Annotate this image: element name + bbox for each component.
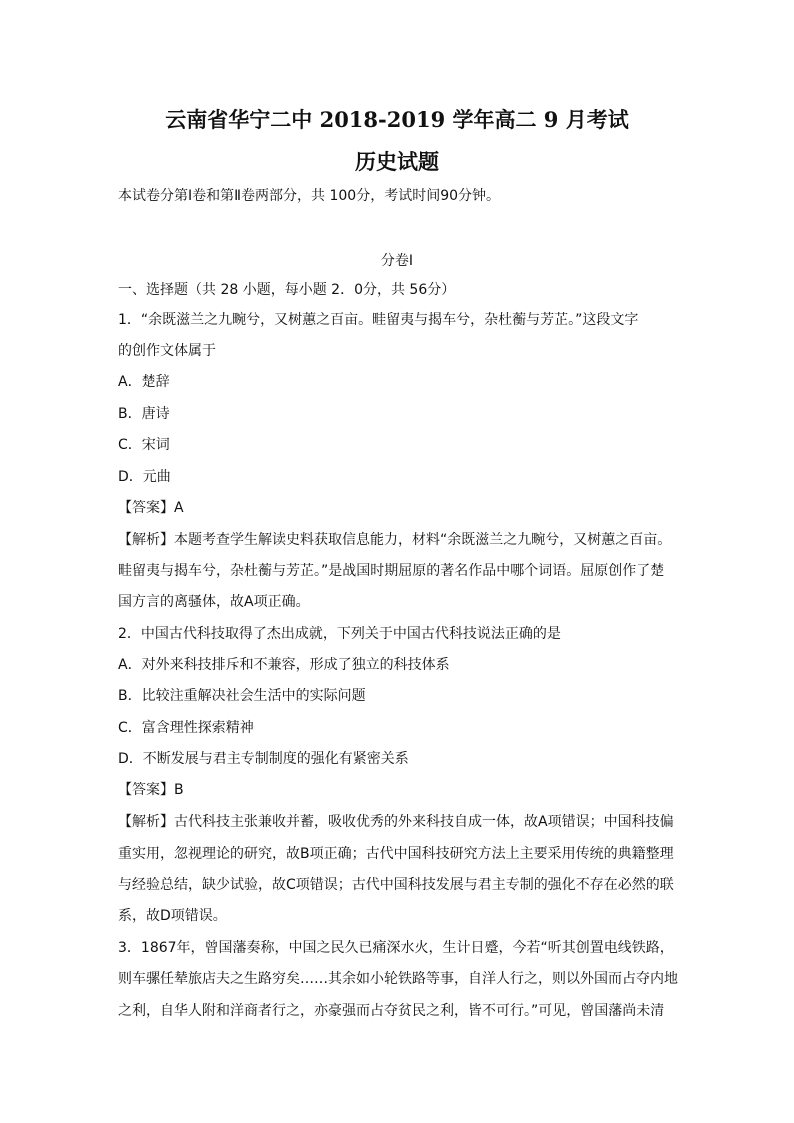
exam-subject: 历史试题 <box>355 149 439 174</box>
q2-analysis-line-4: 系，故D项错误。 <box>118 908 227 924</box>
q1-stem-line-1: 1．“余既滋兰之九畹兮，又树蕙之百亩。畦留夷与揭车兮，杂杜蘅与芳芷。”这段文字 <box>118 312 639 328</box>
exam-intro: 本试卷分第Ⅰ卷和第Ⅱ卷两部分，共 100分，考试时间90分钟。 <box>118 188 501 204</box>
q1-option-a: A．楚辞 <box>118 374 170 390</box>
q1-answer: 【答案】A <box>118 500 184 516</box>
q1-stem-line-2: 的创作文体属于 <box>118 343 216 359</box>
part-heading: 一、选择题（共 28 小题，每小题 2．0分，共 56分） <box>118 282 456 298</box>
q2-option-d: D．不断发展与君主专制制度的强化有紧密关系 <box>118 751 409 767</box>
q2-analysis-line-1: 【解析】古代科技主张兼收并蓄，吸收优秀的外来科技自成一体，故A项错误；中国科技偏 <box>118 814 674 830</box>
q1-analysis-line-3: 国方言的离骚体，故A项正确。 <box>118 594 310 610</box>
q2-analysis-line-3: 与经验总结，缺少试验，故C项错误；古代中国科技发展与君主专制的强化不存在必然的联 <box>118 877 674 893</box>
q1-analysis-line-1: 【解析】本题考查学生解读史料获取信息能力，材料“余既滋兰之九畹兮，又树蕙之百亩。 <box>118 532 672 548</box>
q3-stem-line-1: 3．1867年，曾国藩奏称，中国之民久已痛深水火，生计日蹙，今若“听其创置电线铁路， <box>118 940 674 956</box>
q2-analysis-line-2: 重实用，忽视理论的研究，故B项正确；古代中国科技研究方法上主要采用传统的典籍整理 <box>118 846 674 862</box>
q1-analysis-line-2: 畦留夷与揭车兮，杂杜蘅与芳芷。”是战国时期屈原的著名作品中哪个词语。屈原创作了楚 <box>118 563 665 579</box>
q3-stem-line-2: 则车骡任辇旅店夫之生路穷矣……其余如小轮铁路等事，自洋人行之，则以外国而占夺内地 <box>118 971 678 987</box>
q1-option-c: C．宋词 <box>118 437 170 453</box>
q2-option-b: B．比较注重解决社会生活中的实际问题 <box>118 688 366 704</box>
q1-option-d: D．元曲 <box>118 469 171 485</box>
q2-stem: 2．中国古代科技取得了杰出成就，下列关于中国古代科技说法正确的是 <box>118 626 561 642</box>
section-name: 分卷I <box>380 253 414 269</box>
q2-answer: 【答案】B <box>118 782 184 798</box>
q2-option-c: C．富含理性探索精神 <box>118 720 254 736</box>
q3-stem-line-3: 之利，自华人附和洋商者行之，亦豪强而占夺贫民之利，皆不可行。”可见，曾国藩尚未清 <box>118 1003 665 1019</box>
exam-title: 云南省华宁二中 2018-2019 学年高二 9 月考试 <box>165 107 629 132</box>
q2-option-a: A．对外来科技排斥和不兼容，形成了独立的科技体系 <box>118 657 450 673</box>
q1-option-b: B．唐诗 <box>118 406 170 422</box>
